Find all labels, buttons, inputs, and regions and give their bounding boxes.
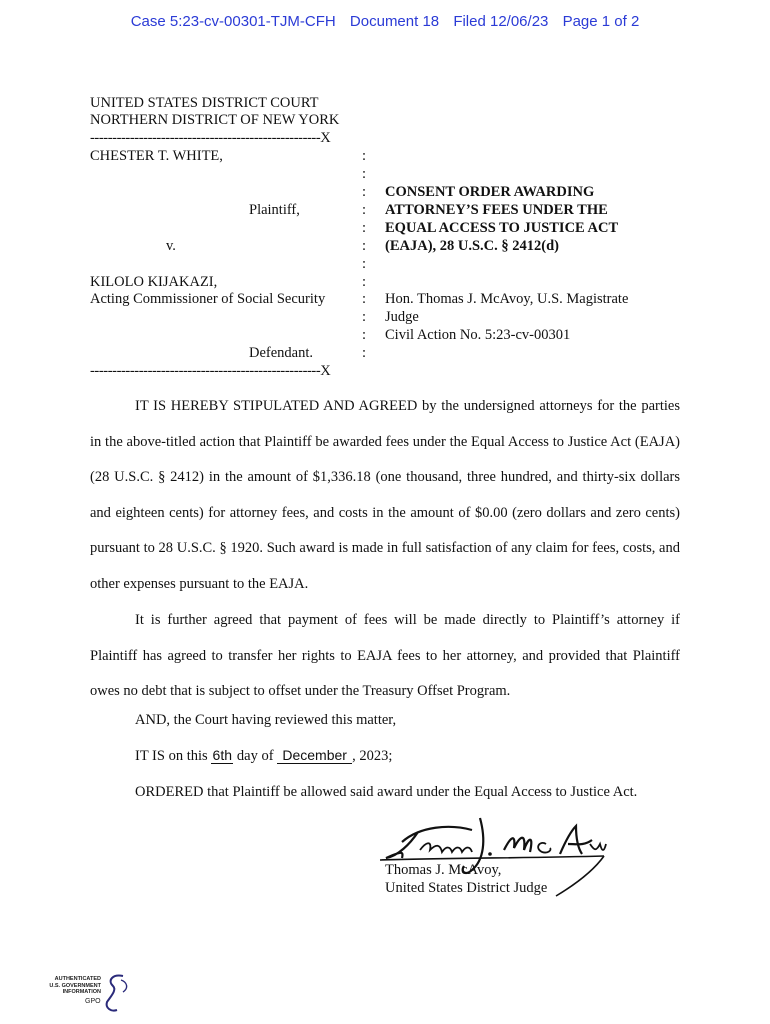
- defendant-name: KILOLO KIJAKAZI,: [90, 274, 218, 290]
- caption-colon: :: [362, 220, 367, 236]
- plaintiff-name: CHESTER T. WHITE,: [90, 148, 223, 164]
- caption-colon: :: [362, 274, 367, 290]
- date-mid: day of: [236, 748, 274, 764]
- review-paragraph: AND, the Court having reviewed this matter,: [135, 712, 397, 728]
- date-suffix: , 2023;: [352, 748, 393, 764]
- ordered-paragraph: ORDERED that Plaintiff be allowed said award under the Equal Access to Justice Act.: [135, 784, 638, 800]
- caption-rule-top: ----------------------------------------------------X: [90, 130, 331, 146]
- civil-action-number: Civil Action No. 5:23-cv-00301: [385, 327, 571, 343]
- judge-assignment: Hon. Thomas J. McAvoy, U.S. Magistrate: [385, 291, 629, 307]
- payment-paragraph: It is further agreed that payment of fees will be made directly to Plaintiff’s attorney if Plaintiff has agreed to transfer her rights to EAJA fees to her attorney, and provided that Plaintiff owes no debt that is subject to offset under the Treasury Offset Program.: [90, 612, 680, 700]
- gpo-authentication-seal: AUTHENTICATED U.S. GOVERNMENT INFORMATION GPO: [45, 970, 135, 1015]
- defendant-label: Defendant.: [249, 345, 314, 361]
- date-prefix: IT IS on this: [135, 748, 208, 764]
- caption-colon: :: [362, 256, 367, 272]
- gpo-mark: GPO: [85, 998, 101, 1005]
- date-line: [135, 748, 392, 765]
- case-number: Case 5:23-cv-00301-TJM-CFH: [130, 13, 336, 30]
- versus: v.: [166, 238, 176, 254]
- caption-colon: :: [362, 148, 367, 164]
- judge-title: United States District Judge: [385, 880, 548, 896]
- caption-colon: :: [362, 184, 367, 200]
- caption-colon: :: [362, 327, 367, 343]
- court-district: NORTHERN DISTRICT OF NEW YORK: [90, 112, 340, 128]
- order-title-line: EQUAL ACCESS TO JUSTICE ACT: [385, 220, 619, 236]
- caption-colon: :: [362, 345, 367, 361]
- stipulation-paragraph: IT IS HEREBY STIPULATED AND AGREED by the undersigned attorneys for the parties in the above-titled action that Plaintiff be awarded fees under the Equal Access to Justice Act (EAJA) (28 U.S.C. § 2412) in the amount of $1,336.18 (one thousand, three hundred, and thirty-six dollars and eighteen cents) for attorney fees, and costs in the amount of $0.00 (zero dollars and zero cents) pursuant to 28 U.S.C. § 1920. Such award is made in full satisfaction of any claim for fees, costs, and other expenses pursuant to the EAJA.: [90, 398, 680, 592]
- caption-rule-bottom: ----------------------------------------------------X: [90, 363, 331, 379]
- ecf-header-stamp: [0, 13, 770, 30]
- page-number: Page 1 of 2: [562, 13, 640, 30]
- month-field: December: [277, 748, 352, 764]
- caption-colon: :: [362, 309, 367, 325]
- filed-date: Filed 12/06/23: [453, 13, 549, 30]
- caption-colon: :: [362, 291, 367, 307]
- court-name: UNITED STATES DISTRICT COURT: [90, 95, 319, 111]
- defendant-title: Acting Commissioner of Social Security: [90, 291, 326, 307]
- judge-name: Thomas J. McAvoy,: [385, 862, 502, 878]
- caption-colon: :: [362, 238, 367, 254]
- document-number: Document 18: [349, 13, 440, 30]
- caption-colon: :: [362, 202, 367, 218]
- order-title-line: CONSENT ORDER AWARDING: [385, 184, 595, 200]
- judge-assignment-cont: Judge: [385, 309, 419, 325]
- eagle-icon: [101, 972, 131, 1014]
- plaintiff-label: Plaintiff,: [249, 202, 300, 218]
- order-title-line: ATTORNEY’S FEES UNDER THE: [385, 202, 608, 218]
- order-title-line: (EAJA), 28 U.S.C. § 2412(d): [385, 238, 559, 254]
- caption-colon: :: [362, 166, 367, 182]
- day-field: 6th: [212, 747, 233, 763]
